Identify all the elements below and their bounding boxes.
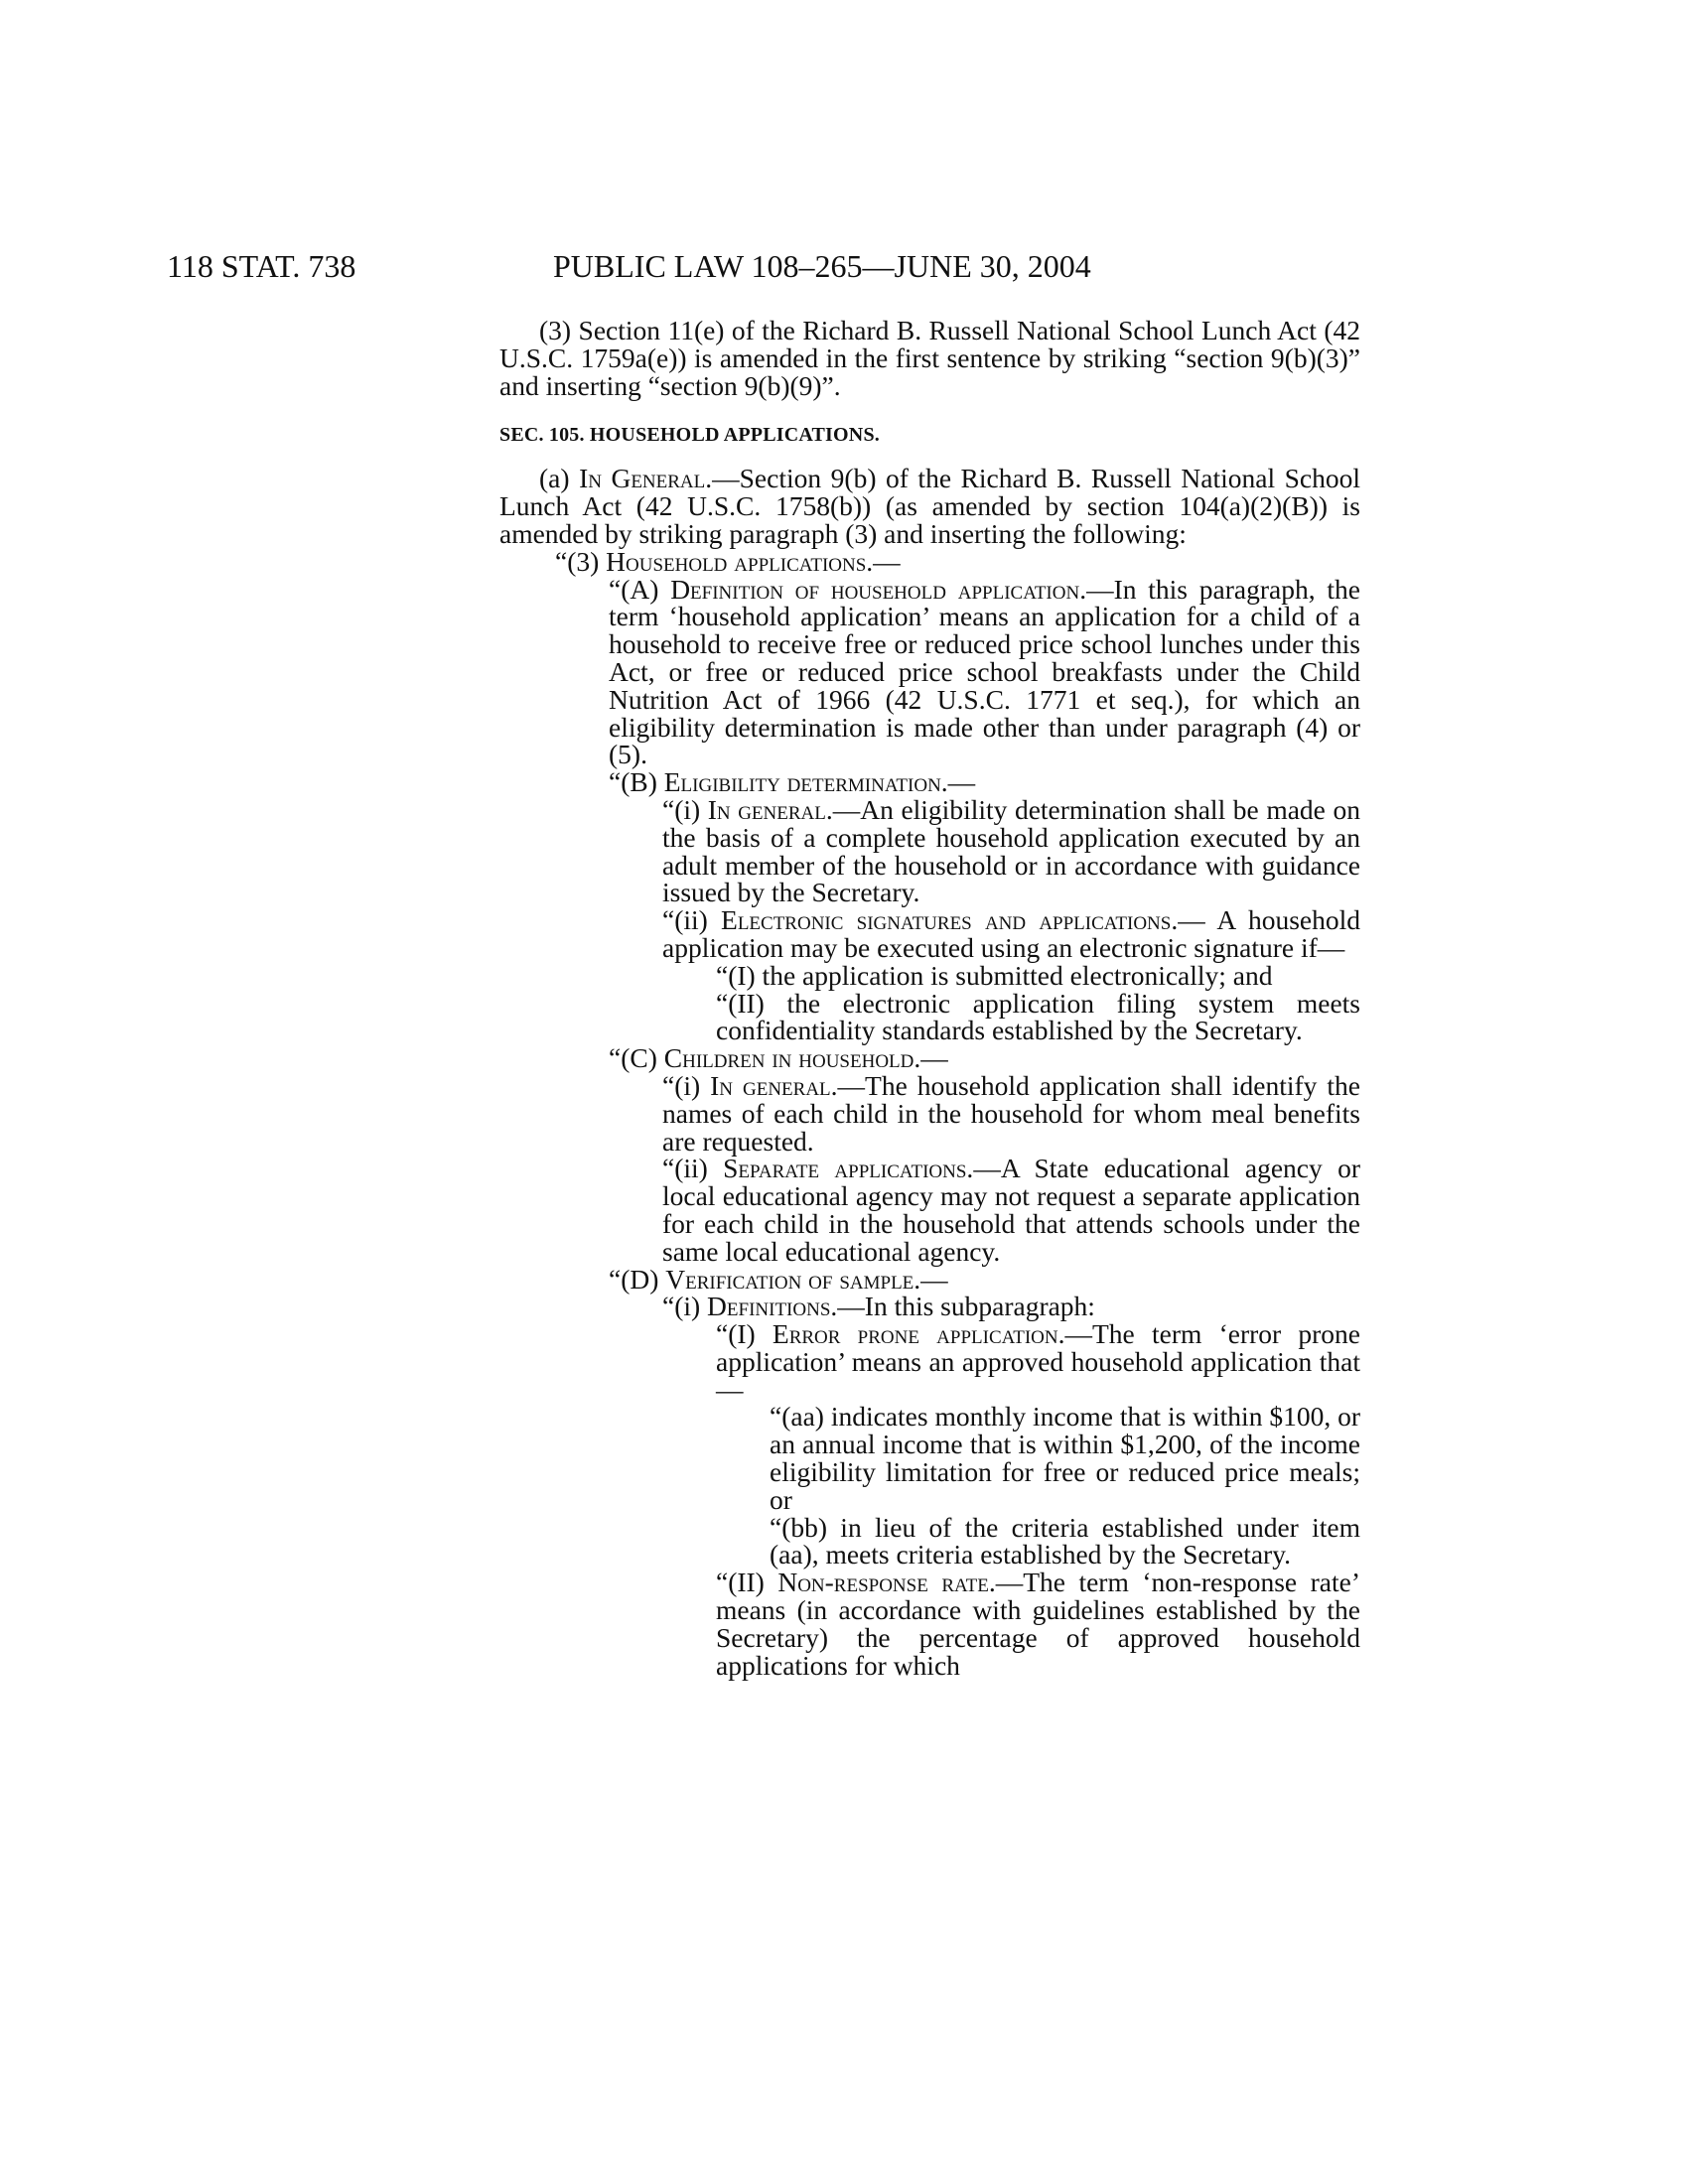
heading-eligibility-determination: “(B) Eligibility determination.— (609, 766, 976, 798)
subparagraph-A: “(A) Definition of household application.—In this paragraph, the term ‘household application’ means an application for a child of a household to receive free or reduced price school lunches under this Act, or free or reduced price school breakfasts under the Child Nutrition Act of 1966 (42 U.S.C. 1771 et seq.), for which an eligibility determination is made other than under paragraph (4) or (5). (609, 573, 1360, 770)
clause-B-i: “(i) In general.—An eligibility determination shall be made on the basis of a complete household application executed by an adult member of the household or in accordance with guidance issued by the Secretary. (662, 793, 1360, 908)
subclause-D-I: “(I) Error prone application.—The term ‘error prone application’ means an approved household application that— (716, 1318, 1360, 1405)
running-title: PUBLIC LAW 108–265—JUNE 30, 2004 (553, 248, 1091, 284)
section-heading: SEC. 105. HOUSEHOLD APPLICATIONS. (499, 424, 880, 447)
statute-page-number: 118 STAT. 738 (167, 248, 356, 284)
clause-C-i: “(i) In general.—The household application shall identify the names of each child in the household for whom meal benefits are requested. (662, 1069, 1360, 1157)
item-aa: “(aa) indicates monthly income that is within $100, or an annual income that is within $1,200, of the income eligibility limitation for free or reduced price meals; or (770, 1401, 1360, 1515)
clause-B-ii: “(ii) Electronic signatures and applications.— A household application may be executed using an electronic signature if— (662, 904, 1360, 963)
subclause-B-I: “(I) the application is submitted electronically; and (716, 959, 1273, 991)
heading-verification-of-sample: “(D) Verification of sample.— (609, 1263, 948, 1295)
item-bb: “(bb) in lieu of the criteria established under item (aa), meets criteria established by the Secretary. (770, 1511, 1360, 1570)
subclause-D-II: “(II) Non-response rate.—The term ‘non-response rate’ means (in accordance with guidelines established by the Secretary) the percentage of approved household applications for which (716, 1567, 1360, 1681)
subsection-a: (a) In General.—Section 9(b) of the Richard B. Russell National School Lunch Act (42 U.S.C. 1758(b)) (as amended by section 104(a)(2)(B)) is amended by striking paragraph (3) and inserting the following: (499, 463, 1361, 549)
page-header (0, 248, 1688, 288)
paragraph-3: (3) Section 11(e) of the Richard B. Russell National School Lunch Act (42 U.S.C. 1759a(e)) is amended in the first sentence by striking “section 9(b)(3)” and inserting “section 9(b)(9)”. (499, 315, 1360, 401)
subclause-B-II: “(II) the electronic application filing system meets confidentiality standards established by the Secretary. (716, 987, 1360, 1046)
heading-children-in-household: “(C) Children in household.— (609, 1042, 948, 1074)
document-body (499, 317, 1360, 1679)
clause-C-ii: “(ii) Separate applications.—A State educational agency or local educational agency may not request a separate application for each child in the household that attends schools under the same local educational agency. (662, 1153, 1360, 1267)
clause-D-i: “(i) Definitions.—In this subparagraph: (662, 1291, 1095, 1322)
heading-household-applications: “(3) Household applications.— (555, 545, 901, 577)
